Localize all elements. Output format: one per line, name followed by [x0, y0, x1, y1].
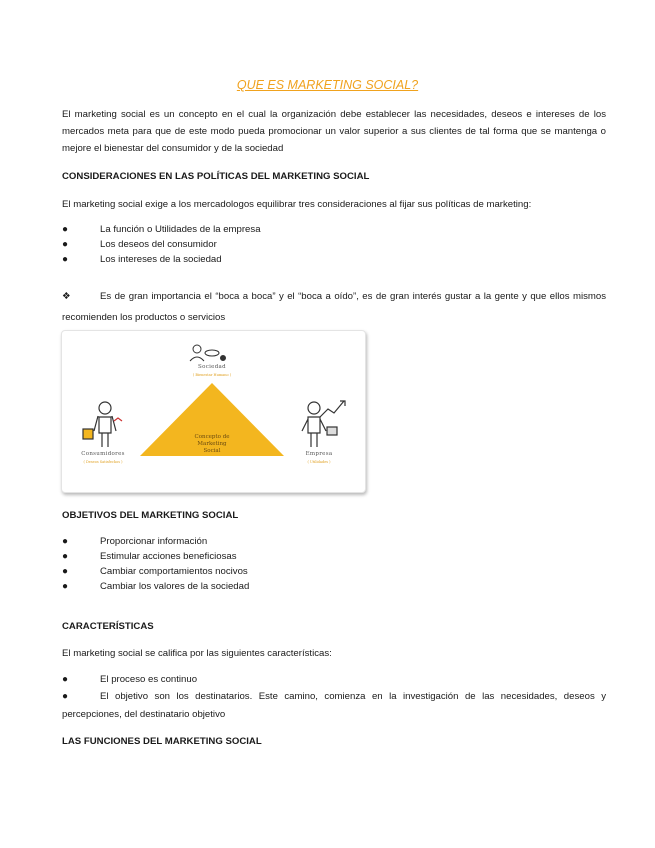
list-item: ● Los intereses de la sociedad — [62, 254, 222, 265]
section-heading-objetivos: OBJETIVOS DEL MARKETING SOCIAL — [62, 510, 239, 521]
bullet-icon: ● — [62, 566, 69, 577]
bullet-icon: ● — [62, 254, 69, 265]
triangle-label: Concepto de Marketing Social — [194, 434, 230, 454]
section-heading-consideraciones: CONSIDERACIONES EN LAS POLÍTICAS DEL MARKETING SOCIAL — [62, 171, 370, 182]
intro-paragraph: El marketing social es un concepto en el cual la organización debe establecer las necesidades, deseos e intereses de los mercados meta para que de este modo pueda promocionar un valor superior a sus clientes de tal forma que se mantenga o mejore el bienestar del consumidor y de la sociedad — [62, 109, 606, 154]
consumidores-figure-icon — [83, 402, 122, 447]
marketing-social-diagram — [61, 330, 366, 493]
empresa-figure-icon — [302, 401, 345, 447]
empresa-label: Empresa — [305, 451, 333, 457]
bullet-icon: ● — [62, 581, 69, 592]
bullet-icon: ● — [62, 536, 69, 547]
bullet-icon: ● — [62, 239, 69, 250]
note-paragraph: ❖ Es de gran importancia el “boca a boca” y el “boca a oído”, es de gran interés gustar a la gente y que ellos mismos recomienden los productos o servicios — [62, 286, 606, 328]
caracteristicas-list — [62, 671, 606, 724]
consideraciones-text: El marketing social exige a los mercadologos equilibrar tres consideraciones al fijar sus políticas de marketing: — [62, 199, 532, 210]
list-item: ● Cambiar comportamientos nocivos — [62, 566, 248, 577]
list-item: ● Proporcionar información — [62, 536, 208, 547]
bullet-icon: ● — [62, 691, 69, 702]
bullet-icon: ● — [62, 224, 69, 235]
empresa-sub-label: ( Utilidades ) — [307, 460, 331, 464]
diamond-bullet-icon: ❖ — [62, 291, 71, 302]
bullet-icon: ● — [62, 674, 69, 685]
sociedad-sub-label: ( Bienestar Humano ) — [192, 373, 232, 377]
section-heading-caracteristicas: CARACTERÍSTICAS — [62, 621, 154, 632]
bullet-icon: ● — [62, 551, 69, 562]
list-item: ● Estimular acciones beneficiosas — [62, 551, 237, 562]
list-item: ● La función o Utilidades de la empresa — [62, 224, 261, 235]
consumidores-label: Consumidores — [81, 451, 125, 457]
sociedad-figure-icon — [190, 345, 226, 361]
consideraciones-list — [62, 222, 606, 267]
caracteristicas-text: El marketing social se califica por las siguientes características: — [62, 648, 332, 659]
diagram-graphic — [62, 331, 365, 492]
consumidores-sub-label: ( Deseos Satisfechos ) — [83, 460, 123, 464]
list-item: ● El objetivo son los destinatarios. Este camino, comienza en la investigación de las necesidades, deseos y percepciones, del destinatario objetivo — [62, 688, 606, 724]
section-heading-funciones: LAS FUNCIONES DEL MARKETING SOCIAL — [62, 736, 262, 747]
sociedad-label: Sociedad — [198, 364, 226, 370]
list-item: ● Los deseos del consumidor — [62, 239, 217, 250]
page-title: QUE ES MARKETING SOCIAL? — [236, 78, 419, 92]
objetivos-list — [62, 534, 606, 594]
list-item: ● El proceso es continuo — [62, 671, 606, 688]
list-item: ● Cambiar los valores de la sociedad — [62, 581, 250, 592]
